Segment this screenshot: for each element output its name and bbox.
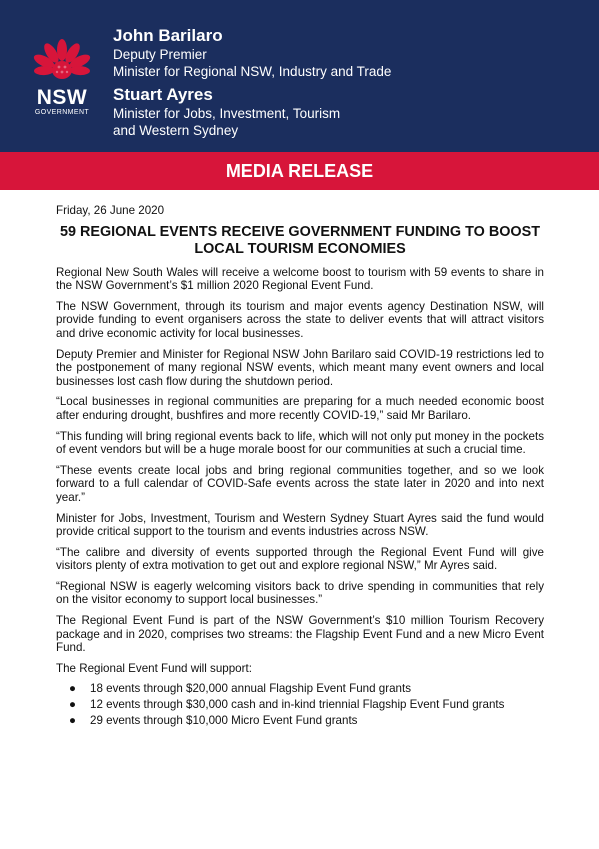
paragraph: The Regional Event Fund is part of the NSW Government’s $10 million Tourism Recovery package and in 2020, comprises two streams: the Flagship Event Fund and a new Micro Event Fund. bbox=[56, 614, 544, 655]
minister-block bbox=[113, 26, 391, 80]
minister-title: and Western Sydney bbox=[113, 123, 239, 138]
bullet-icon: ● bbox=[69, 713, 77, 727]
release-body bbox=[56, 204, 544, 729]
minister-title: Minister for Regional NSW, Industry and Trade bbox=[113, 64, 392, 79]
ministers bbox=[113, 26, 391, 139]
minister-name: Stuart Ayres bbox=[113, 85, 213, 104]
release-date: Friday, 26 June 2020 bbox=[56, 204, 165, 217]
paragraph: “Local businesses in regional communities are preparing for a much needed economic boost after enduring drought, bushfires and more recently COVID-19,” said Mr Barilaro. bbox=[56, 395, 544, 422]
headline: 59 REGIONAL EVENTS RECEIVE GOVERNMENT FUNDING TO BOOST LOCAL TOURISM ECONOMIES bbox=[59, 223, 541, 257]
media-release-banner: MEDIA RELEASE bbox=[0, 152, 599, 190]
paragraph: “The calibre and diversity of events supported through the Regional Event Fund will give visitors plenty of extra motivation to get out and explore regional NSW,” Mr Ayres said. bbox=[56, 545, 544, 573]
paragraph: “Regional NSW is eagerly welcoming visitors back to drive spending in communities that rely on the visitor economy to support local businesses.” bbox=[56, 579, 544, 607]
list-item bbox=[56, 698, 544, 712]
header bbox=[0, 0, 599, 152]
waratah-icon bbox=[32, 38, 92, 90]
minister-title: Deputy Premier bbox=[113, 47, 207, 62]
list-item-text: 12 events through $30,000 cash and in-kind triennial Flagship Event Fund grants bbox=[90, 698, 505, 712]
bullet-list bbox=[56, 682, 544, 727]
list-item bbox=[56, 682, 544, 696]
minister-title: Minister for Jobs, Investment, Tourism bbox=[113, 106, 341, 121]
list-item-text: 18 events through $20,000 annual Flagship Event Fund grants bbox=[90, 682, 411, 696]
list-item bbox=[56, 714, 544, 728]
paragraph: “These events create local jobs and bring regional communities together, and so we look forward to a full calendar of COVID-Safe events across the state later in 2020 and into next year.” bbox=[56, 463, 544, 504]
paragraph: Deputy Premier and Minister for Regional NSW John Barilaro said COVID-19 restrictions led to the postponement of many regional NSW events, which meant many event owners and local businesses lost cash flow during the shutdown period. bbox=[56, 347, 544, 388]
bullet-icon: ● bbox=[69, 682, 77, 696]
paragraph: “This funding will bring regional events back to life, which will not only put money in the pockets of event vendors but will be a huge morale boost for our communities at such a crucial time. bbox=[56, 429, 544, 457]
paragraph: The Regional Event Fund will support: bbox=[56, 661, 252, 675]
list-item-text: 29 events through $10,000 Micro Event Fund grants bbox=[90, 713, 358, 727]
bullet-icon: ● bbox=[69, 698, 77, 712]
logo-text: NSW bbox=[36, 86, 88, 109]
paragraph: Regional New South Wales will receive a welcome boost to tourism with 59 events to share in the NSW Government’s $1 million 2020 Regional Event Fund. bbox=[56, 265, 544, 293]
paragraph: The NSW Government, through its tourism and major events agency Destination NSW, will provide funding to event organisers across the state to deliver events that will attract visitors and drive economic activity for local businesses. bbox=[56, 299, 544, 340]
minister-block bbox=[113, 85, 391, 139]
logo-subtext: GOVERNMENT bbox=[34, 109, 90, 116]
minister-name: John Barilaro bbox=[113, 26, 223, 45]
nsw-government-logo bbox=[22, 38, 102, 120]
paragraph: Minister for Jobs, Investment, Tourism and Western Sydney Stuart Ayres said the fund would provide critical support to the tourism and events industries across NSW. bbox=[56, 511, 544, 539]
